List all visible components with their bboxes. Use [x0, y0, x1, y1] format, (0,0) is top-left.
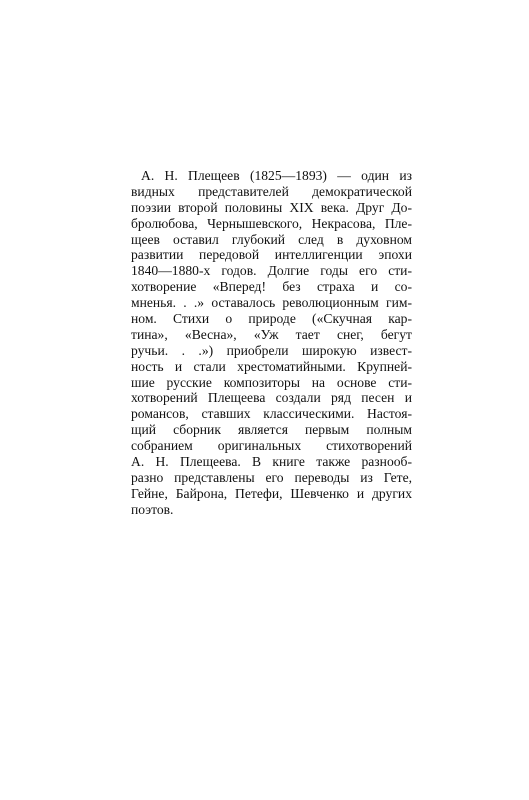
annotation-line: мненья. . .» оставалось революционным гим- — [131, 295, 412, 311]
annotation-line: 1840—1880-х годов. Долгие годы его сти- — [131, 263, 412, 279]
annotation-line: ность и стали хрестоматийными. Крупней- — [131, 358, 412, 374]
annotation-line: хотворений Плещеева создали ряд песен и — [131, 390, 412, 406]
annotation-line: щий сборник является первым полным — [131, 422, 412, 438]
annotation-line: ручьи. . .») приобрели широкую извест- — [131, 342, 412, 358]
annotation-line: бролюбова, Чернышевского, Некрасова, Пле- — [131, 215, 412, 231]
annotation-line: развитии передовой интеллигенции эпохи — [131, 247, 412, 263]
annotation-line: видных представителей демократической — [131, 183, 412, 199]
annotation-line: собранием оригинальных стихотворений — [131, 438, 412, 454]
annotation-line: поэзии второй половины XIX века. Друг До- — [131, 199, 412, 215]
annotation-line: хотворение «Вперед! без страха и со- — [131, 279, 412, 295]
annotation-line: поэтов. — [131, 501, 174, 517]
annotation-line: шие русские композиторы на основе сти- — [131, 374, 412, 390]
annotation-line: А. Н. Плещеев (1825—1893) — один из — [141, 168, 412, 183]
annotation-paragraph — [131, 168, 412, 518]
annotation-line: Гейне, Байрона, Петефи, Шевченко и других — [131, 485, 412, 501]
annotation-line: разно представлены его переводы из Гете, — [131, 469, 412, 485]
annotation-line: щеев оставил глубокий след в духовном — [131, 231, 412, 247]
annotation-line: ном. Стихи о природе («Скучная кар- — [131, 311, 412, 327]
annotation-line: романсов, ставших классическими. Настоя- — [131, 406, 412, 422]
annotation-line: тина», «Весна», «Уж тает снег, бегут — [131, 326, 412, 342]
annotation-line: А. Н. Плещеева. В книге также разнооб- — [131, 454, 412, 470]
